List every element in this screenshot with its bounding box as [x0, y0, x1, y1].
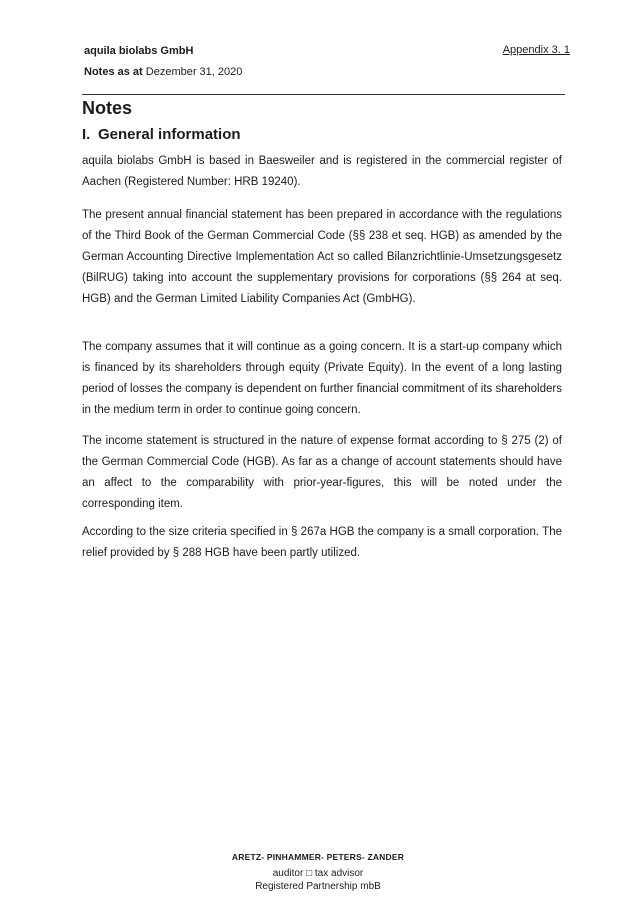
footer-registration: Registered Partnership mbB	[255, 881, 381, 892]
company-name: aquila biolabs GmbH	[84, 45, 194, 57]
section-heading	[82, 126, 241, 143]
paragraph-income-statement: The income statement is structured in the nature of expense format according to § 275 (2) of the German Commercial Code (HGB). As far as a change of account statements should have an affect to the comparability with prior-year-figures, this will be noted under the corresponding item.	[82, 435, 562, 510]
paragraph-basis-of-preparation: The present annual financial statement has been prepared in accordance with the regulations of the Third Book of the German Commercial Code (§§ 238 et seq. HGB) as amended by the German Accounting Directive Implementation Act so called Bilanzrichtlinie-Umsetzungsgesetz (BilRUG) taking into account the supplementary provisions for corporations (§§ 264 at seq. HGB) and the German Limited Liability Companies Act (GmbHG).	[82, 209, 562, 305]
notes-date	[84, 66, 242, 78]
header-divider	[82, 94, 565, 95]
section-title: General information	[98, 126, 241, 143]
footer-firm-name: ARETZ- PINHAMMER- PETERS- ZANDER	[231, 852, 405, 862]
page-title: Notes	[82, 98, 133, 118]
paragraph-registration: aquila biolabs GmbH is based in Baesweiler and is registered in the commercial register of Aachen (Registered Number: HRB 19240).	[82, 155, 562, 188]
appendix-reference: Appendix 3. 1	[502, 44, 570, 56]
notes-as-at-date: Dezember 31, 2020	[142, 66, 243, 78]
paragraph-going-concern: The company assumes that it will continue as a going concern. It is a start-up company which is financed by its shareholders through equity (Private Equity). In the event of a long lasting period of losses the company is dependent on further financial commitment of its shareholders in the medium term in order to continue going concern.	[82, 341, 562, 416]
paragraph-size-criteria: According to the size criteria specified in § 267a HGB the company is a small corporation. The relief provided by § 288 HGB have been partly utilized.	[82, 526, 562, 559]
footer-role: auditor □ tax advisor	[272, 868, 364, 879]
section-number: I.	[82, 126, 91, 143]
notes-as-at-label: Notes as at	[84, 66, 143, 78]
